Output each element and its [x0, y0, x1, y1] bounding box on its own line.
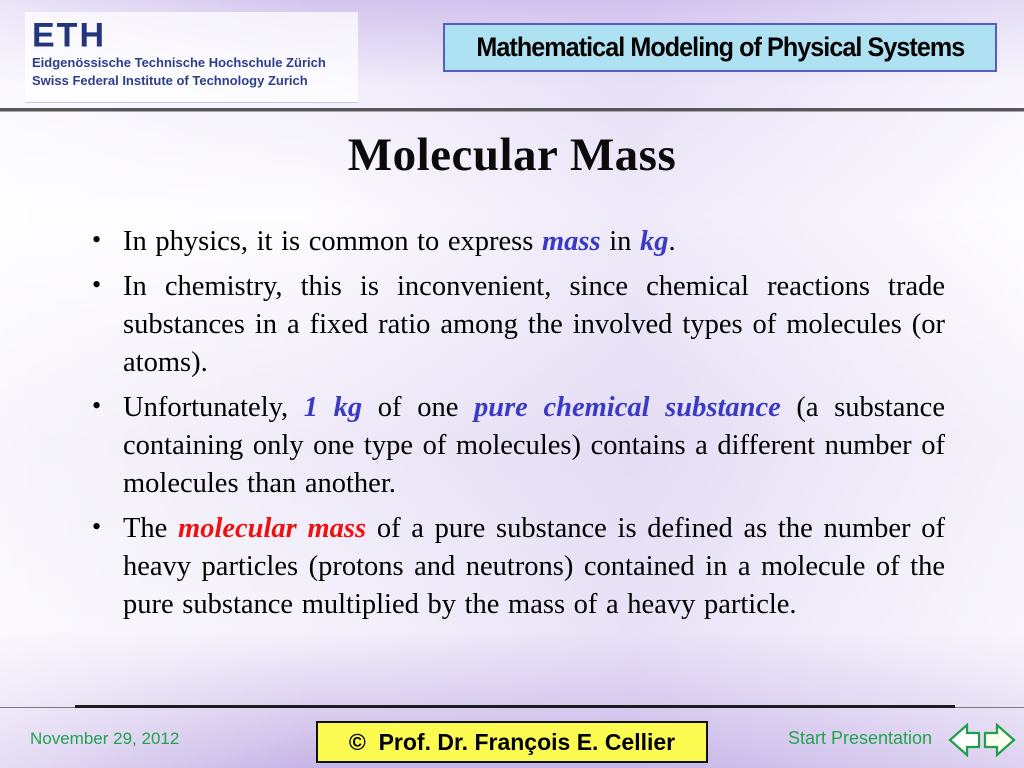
bullet-text: . [668, 226, 676, 257]
copyright-box [316, 721, 708, 763]
bullet-text: In physics, it is common to express [123, 226, 542, 257]
start-presentation-link[interactable]: Start Presentation [787, 728, 933, 748]
copyright-text: © Prof. Dr. François E. Cellier [348, 728, 676, 755]
footer-divider [75, 705, 955, 708]
bullet-marker: • [92, 512, 102, 541]
bullet-text-emphasis: pure chemical substance [473, 392, 781, 423]
bullet-marker: • [92, 391, 102, 420]
bullet-item [90, 510, 945, 624]
eth-logo-line2: Swiss Federal Institute of Technology Zurich [32, 73, 308, 88]
next-slide-arrow-icon[interactable] [982, 721, 1016, 759]
bullet-text-emphasis: mass [541, 226, 601, 257]
bullet-text: (a substance containing only one type of molecules) contains a different number of molecules than another. [123, 392, 945, 499]
course-title-box [443, 23, 997, 72]
eth-logo-mark: ETH [32, 15, 106, 55]
bullet-text: The [123, 513, 179, 544]
bullet-text-emphasis: 1 kg [303, 392, 363, 423]
bullet-text: in [600, 226, 640, 257]
bullet-marker: • [92, 270, 102, 299]
header-divider [0, 108, 1024, 112]
bullet-text-emphasis: kg [640, 226, 669, 257]
date-label: November 29, 2012 [30, 729, 180, 748]
eth-logo-line1: Eidgenössische Technische Hochschule Zürich [32, 55, 326, 70]
bullet-list [90, 223, 945, 631]
bullet-text: Unfortunately, [123, 392, 304, 423]
bullet-text: In chemistry, this is inconvenient, since chemical reactions trade substances in a fixed ratio among the involved types of molecules (or atoms). [123, 271, 945, 378]
eth-logo [25, 12, 358, 103]
bullet-item [90, 389, 945, 503]
course-title: Mathematical Modeling of Physical Systems [476, 32, 964, 62]
bullet-marker: • [92, 225, 102, 254]
bullet-item [90, 223, 945, 261]
bullet-text-emphasis: molecular mass [178, 513, 367, 544]
bullet-item [90, 268, 945, 382]
bullet-text: of one [362, 392, 474, 423]
slide-navigation [948, 721, 1018, 759]
slide-title: Molecular Mass [347, 129, 677, 181]
bullet-text: of a pure substance is defined as the number of heavy particles (protons and neutrons) contained in a molecule of the pure substance multiplied by the mass of a heavy particle. [123, 513, 945, 620]
previous-slide-arrow-icon[interactable] [948, 721, 982, 759]
